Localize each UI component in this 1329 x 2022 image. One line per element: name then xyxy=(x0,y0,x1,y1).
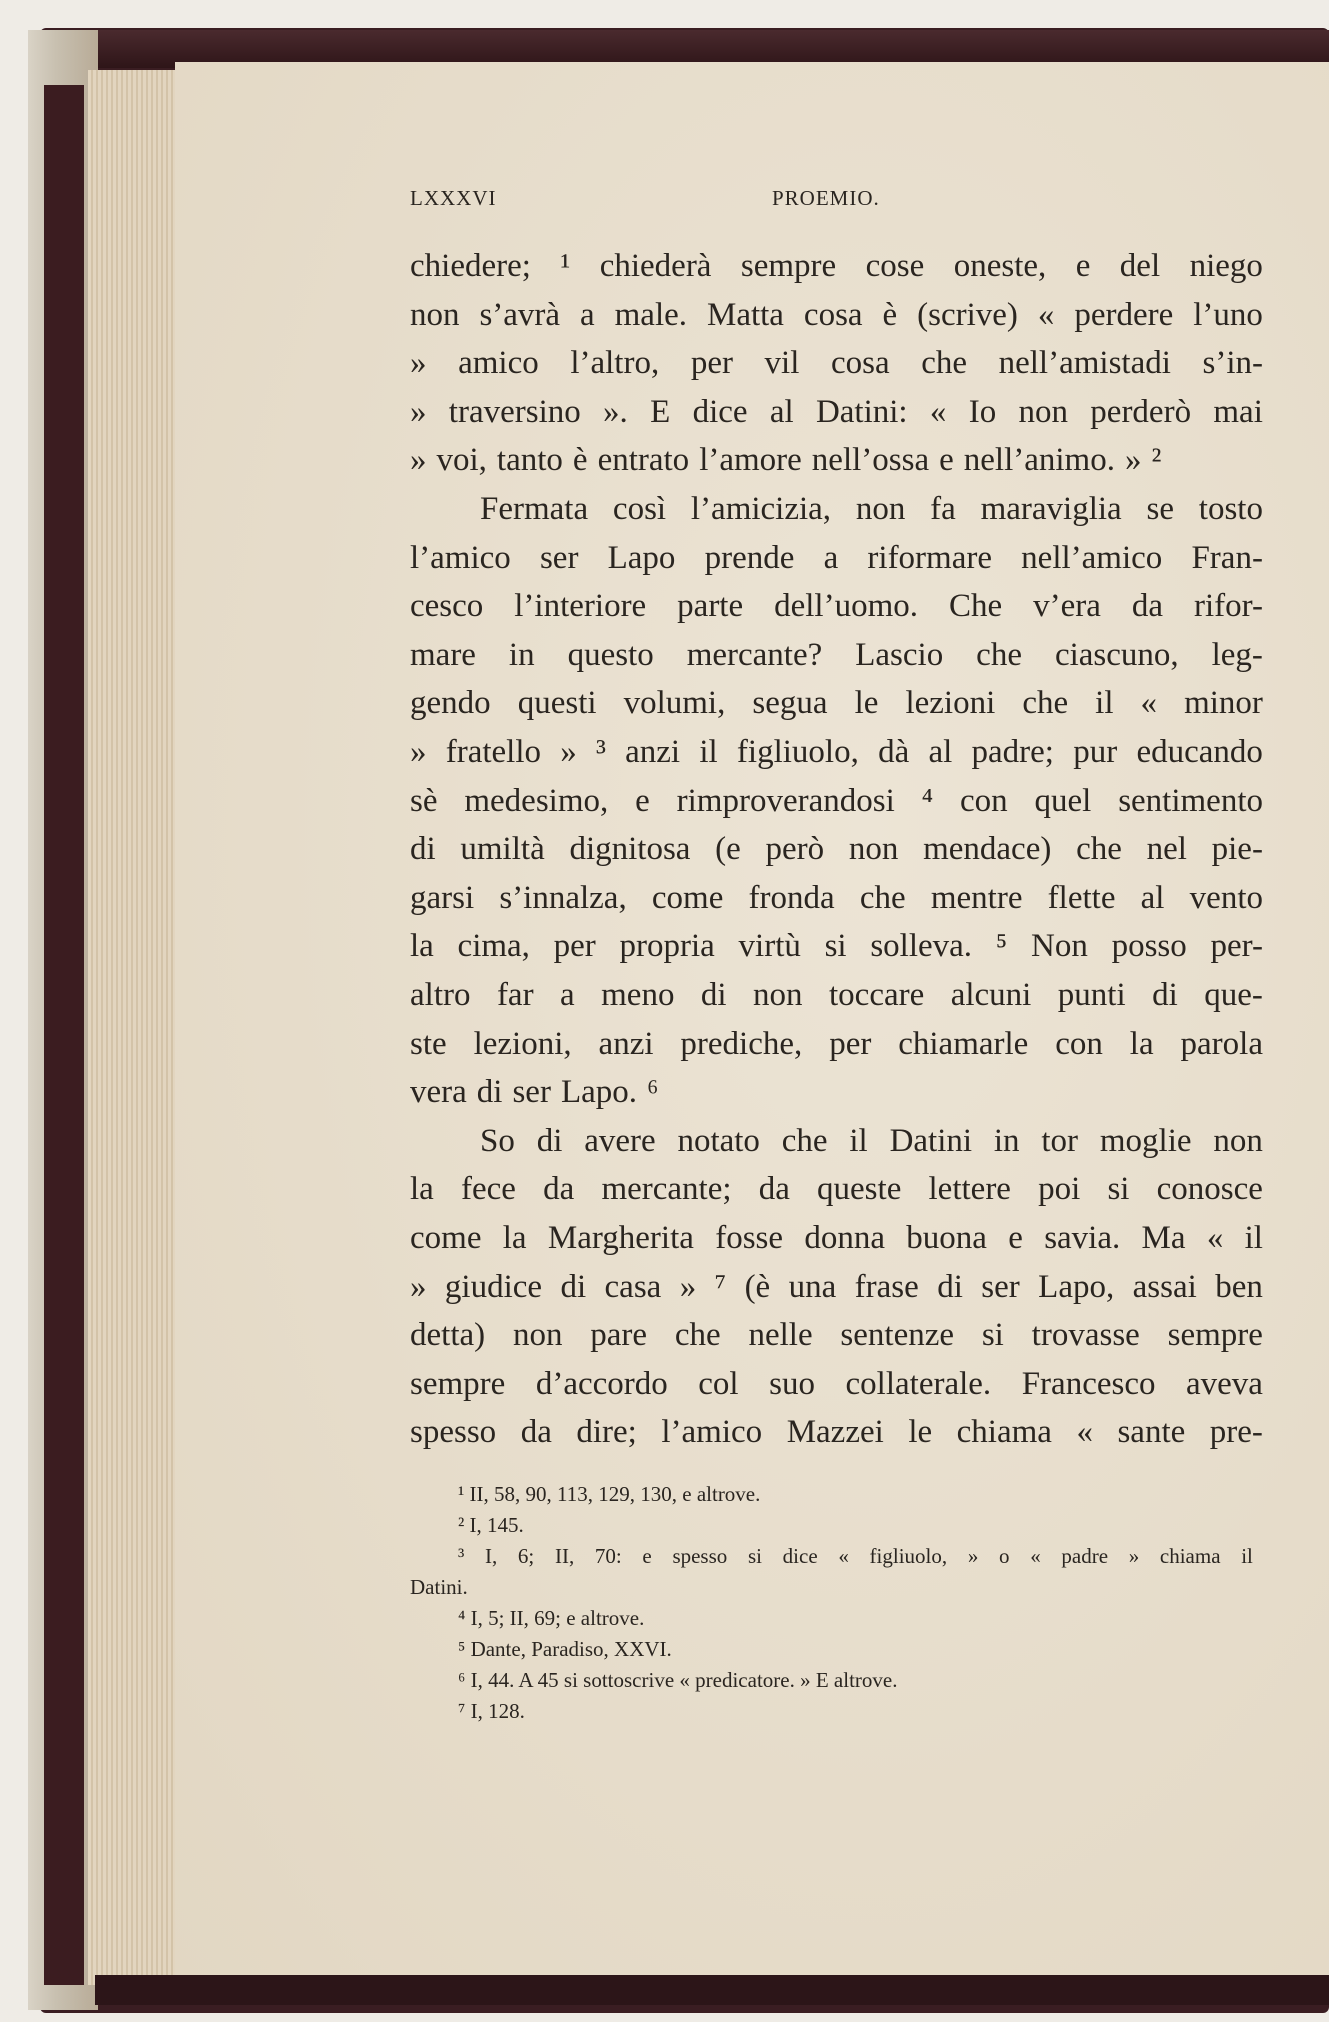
footnote: ⁷ I, 128. xyxy=(458,1699,525,1723)
body-line: » amico l’altro, per vil cosa che nell’amistadi s’in- xyxy=(410,345,1263,382)
body-line: di umiltà dignitosa (e però non mendace) che nel pie- xyxy=(410,831,1263,868)
footnote: ² I, 145. xyxy=(458,1513,524,1537)
body-line: » traversino ». E dice al Datini: « Io non perderò mai xyxy=(410,393,1263,430)
footnote: Datini. xyxy=(410,1575,468,1599)
body-line: mare in questo mercante? Lascio che ciascuno, leg- xyxy=(410,636,1263,673)
footnote: ⁴ I, 5; II, 69; e altrove. xyxy=(458,1606,645,1630)
body-line: ste lezioni, anzi prediche, per chiamarle con la parola xyxy=(410,1025,1263,1062)
footnote: ⁶ I, 44. A 45 si sottoscrive « predicatore. » E altrove. xyxy=(458,1668,898,1692)
page-number: LXXXVI xyxy=(410,186,497,210)
body-line: cesco l’interiore parte dell’uomo. Che v’era da rifor- xyxy=(410,588,1263,625)
body-line: detta) non pare che nelle sentenze si trovasse sempre xyxy=(410,1317,1263,1354)
body-line: chiedere; ¹ chiederà sempre cose oneste, e del niego xyxy=(410,248,1263,284)
running-title: PROEMIO. xyxy=(772,186,880,210)
footnote: ⁵ Dante, Paradiso, XXVI. xyxy=(458,1637,672,1661)
body-line: non s’avrà a male. Matta cosa è (scrive) « perdere l’uno xyxy=(410,296,1263,333)
body-line: » giudice di casa » ⁷ (è una frase di ser Lapo, assai ben xyxy=(410,1268,1263,1305)
footnote: ¹ II, 58, 90, 113, 129, 130, e altrove. xyxy=(458,1482,761,1506)
body-line: So di avere notato che il Datini in tor moglie non xyxy=(480,1122,1263,1159)
body-line: come la Margherita fosse donna buona e savia. Ma « il xyxy=(410,1220,1263,1256)
body-line: vera di ser Lapo. ⁶ xyxy=(410,1074,659,1111)
body-line: sempre d’accordo col suo collaterale. Francesco aveva xyxy=(410,1365,1263,1402)
body-line: garsi s’innalza, come fronda che mentre flette al vento xyxy=(410,879,1263,916)
body-line: la cima, per propria virtù si solleva. ⁵ Non posso per- xyxy=(410,928,1263,965)
body-line: » fratello » ³ anzi il figliuolo, dà al padre; pur educando xyxy=(410,734,1263,770)
body-line: la fece da mercante; da queste lettere poi si conosce xyxy=(410,1171,1263,1208)
body-line: Fermata così l’amicizia, non fa maraviglia se tosto xyxy=(480,491,1263,527)
body-line: altro far a meno di non toccare alcuni punti di que- xyxy=(410,977,1263,1013)
body-line: » voi, tanto è entrato l’amore nell’ossa e nell’animo. » ² xyxy=(410,442,1162,479)
book-spine xyxy=(44,85,84,1985)
body-line: l’amico ser Lapo prende a riformare nell’amico Fran- xyxy=(410,539,1263,576)
body-line: spesso da dire; l’amico Mazzei le chiama « sante pre- xyxy=(410,1414,1263,1451)
footnote: ³ I, 6; II, 70: e spesso si dice « figliuolo, » o « padre » chiama il xyxy=(458,1544,1253,1568)
body-line: gendo questi volumi, segua le lezioni che il « minor xyxy=(410,685,1263,722)
body-line: sè medesimo, e rimproverandosi ⁴ con quel sentimento xyxy=(410,782,1263,819)
cover-bottom-edge xyxy=(95,1975,1329,2005)
